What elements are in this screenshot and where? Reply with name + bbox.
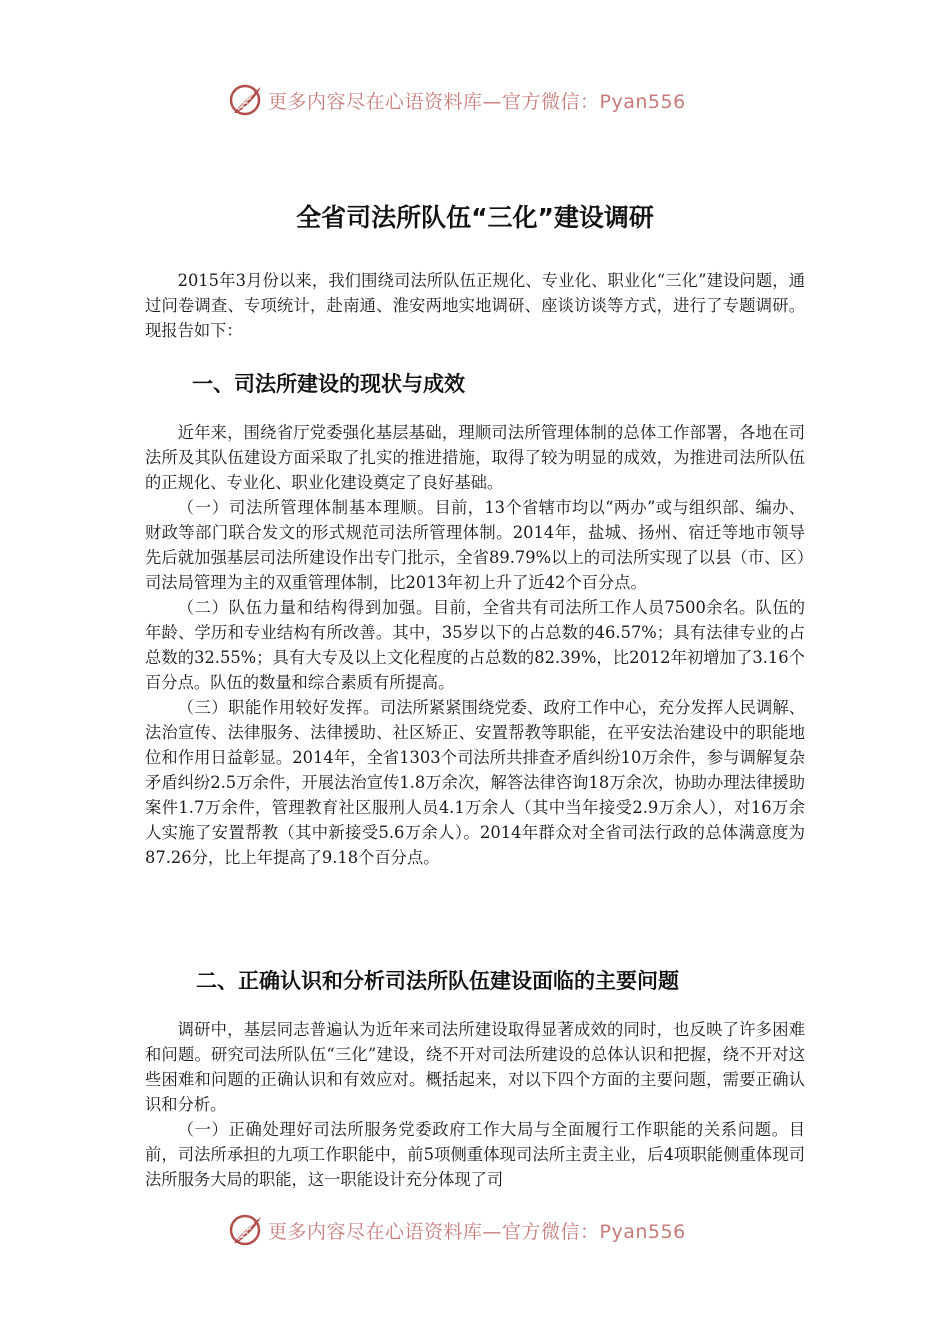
section-1-paragraph-4 (145, 695, 805, 870)
banner-text: 更多内容尽在心语资料库—官方微信：Pyan556 (268, 90, 686, 113)
subsection-heading: （一）司法所管理体制基本理顺。 (177, 498, 435, 517)
subsection-heading: （三）职能作用较好发挥。 (177, 698, 380, 717)
subsection-heading: （一）正确处理好司法所服务党委政府工作大局与全面履行工作职能的关系问题。 (177, 1120, 789, 1139)
paragraph-text: 司法所紧紧围绕党委、政府工作中心，充分发挥人民调解、法治宣传、法律服务、法律援助、社区矫正、安置帮教等职能，在平安法治建设中的职能地位和作用日益彰显。2014年，全省1303个司法所共排查矛盾纠纷10万余件，参与调解复杂矛盾纠纷2.5万余件，开展法治宣传1.8万余次，解答法律咨询18万余次，协助办理法律援助案件1.7万余件，管理教育社区服刑人员4.1万余人（其中当年接受2.9万余人），对16万余人实施了安置帮教（其中新接受5.6万余人）。2014年群众对全省司法行政的总体满意度为87.26分，比上年提高了9.18个百分点。 (145, 698, 805, 867)
header-banner (228, 80, 748, 120)
section-1-heading: 一、司法所建设的现状与成效 (192, 372, 465, 396)
banner-text: 更多内容尽在心语资料库—官方微信：Pyan556 (268, 1220, 686, 1243)
document-title: 全省司法所队伍“三化”建设调研 (296, 203, 654, 232)
intro-block (145, 268, 805, 343)
section-2-heading: 二、正确认识和分析司法所队伍建设面临的主要问题 (196, 969, 679, 993)
section-1-paragraph-1: 近年来，围绕省厅党委强化基层基础，理顺司法所管理体制的总体工作部署，各地在司法所及其队伍建设方面采取了扎实的推进措施，取得了较为明显的成效，为推进司法所队伍的正规化、专业化、职业化建设奠定了良好基础。 (145, 423, 805, 492)
section-1-paragraph-2 (145, 495, 805, 595)
section-2-body (145, 1017, 805, 1192)
footer-banner (228, 1210, 748, 1250)
feather-pen-logo-icon (228, 1213, 262, 1247)
section-2-paragraph-2 (145, 1117, 805, 1192)
paragraph-text: 目前，13个省辖市均以“两办”或与组织部、编办、财政等部门联合发文的形式规范司法所管理体制。2014年，盐城、扬州、宿迁等地市领导先后就加强基层司法所建设作出专门批示，全省89.79%以上的司法所实现了以县（市、区）司法局管理为主的双重管理体制，比2013年初上升了近42个百分点。 (145, 498, 805, 592)
section-1-paragraph-3 (145, 595, 805, 695)
section-1-body (145, 420, 805, 870)
paragraph-text: 目前，全省共有司法所工作人员7500余名。队伍的年龄、学历和专业结构有所改善。其中，35岁以下的占总数的46.57%；具有法律专业的占总数的32.55%；具有大专及以上文化程度的占总数的82.39%，比2012年初增加了3.16个百分点。队伍的数量和综合素质有所提高。 (145, 598, 805, 692)
subsection-heading: （二）队伍力量和结构得到加强。 (177, 598, 434, 617)
intro-paragraph: 2015年3月份以来，我们围绕司法所队伍正规化、专业化、职业化“三化”建设问题，通过问卷调查、专项统计，赴南通、淮安两地实地调研、座谈访谈等方式，进行了专题调研。现报告如下： (145, 271, 805, 340)
section-2-paragraph-1: 调研中，基层同志普遍认为近年来司法所建设取得显著成效的同时，也反映了许多困难和问题。研究司法所队伍“三化”建设，绕不开对司法所建设的总体认识和把握，绕不开对这些困难和问题的正确认识和有效应对。概括起来，对以下四个方面的主要问题，需要正确认识和分析。 (145, 1020, 805, 1114)
paragraph-text: 目前，司法所承担的九项工作职能中，前5项侧重体现司法所主责主业，后4项职能侧重体现司法所服务大局的职能，这一职能设计充分体现了司 (145, 1120, 805, 1189)
feather-pen-logo-icon (228, 83, 262, 117)
